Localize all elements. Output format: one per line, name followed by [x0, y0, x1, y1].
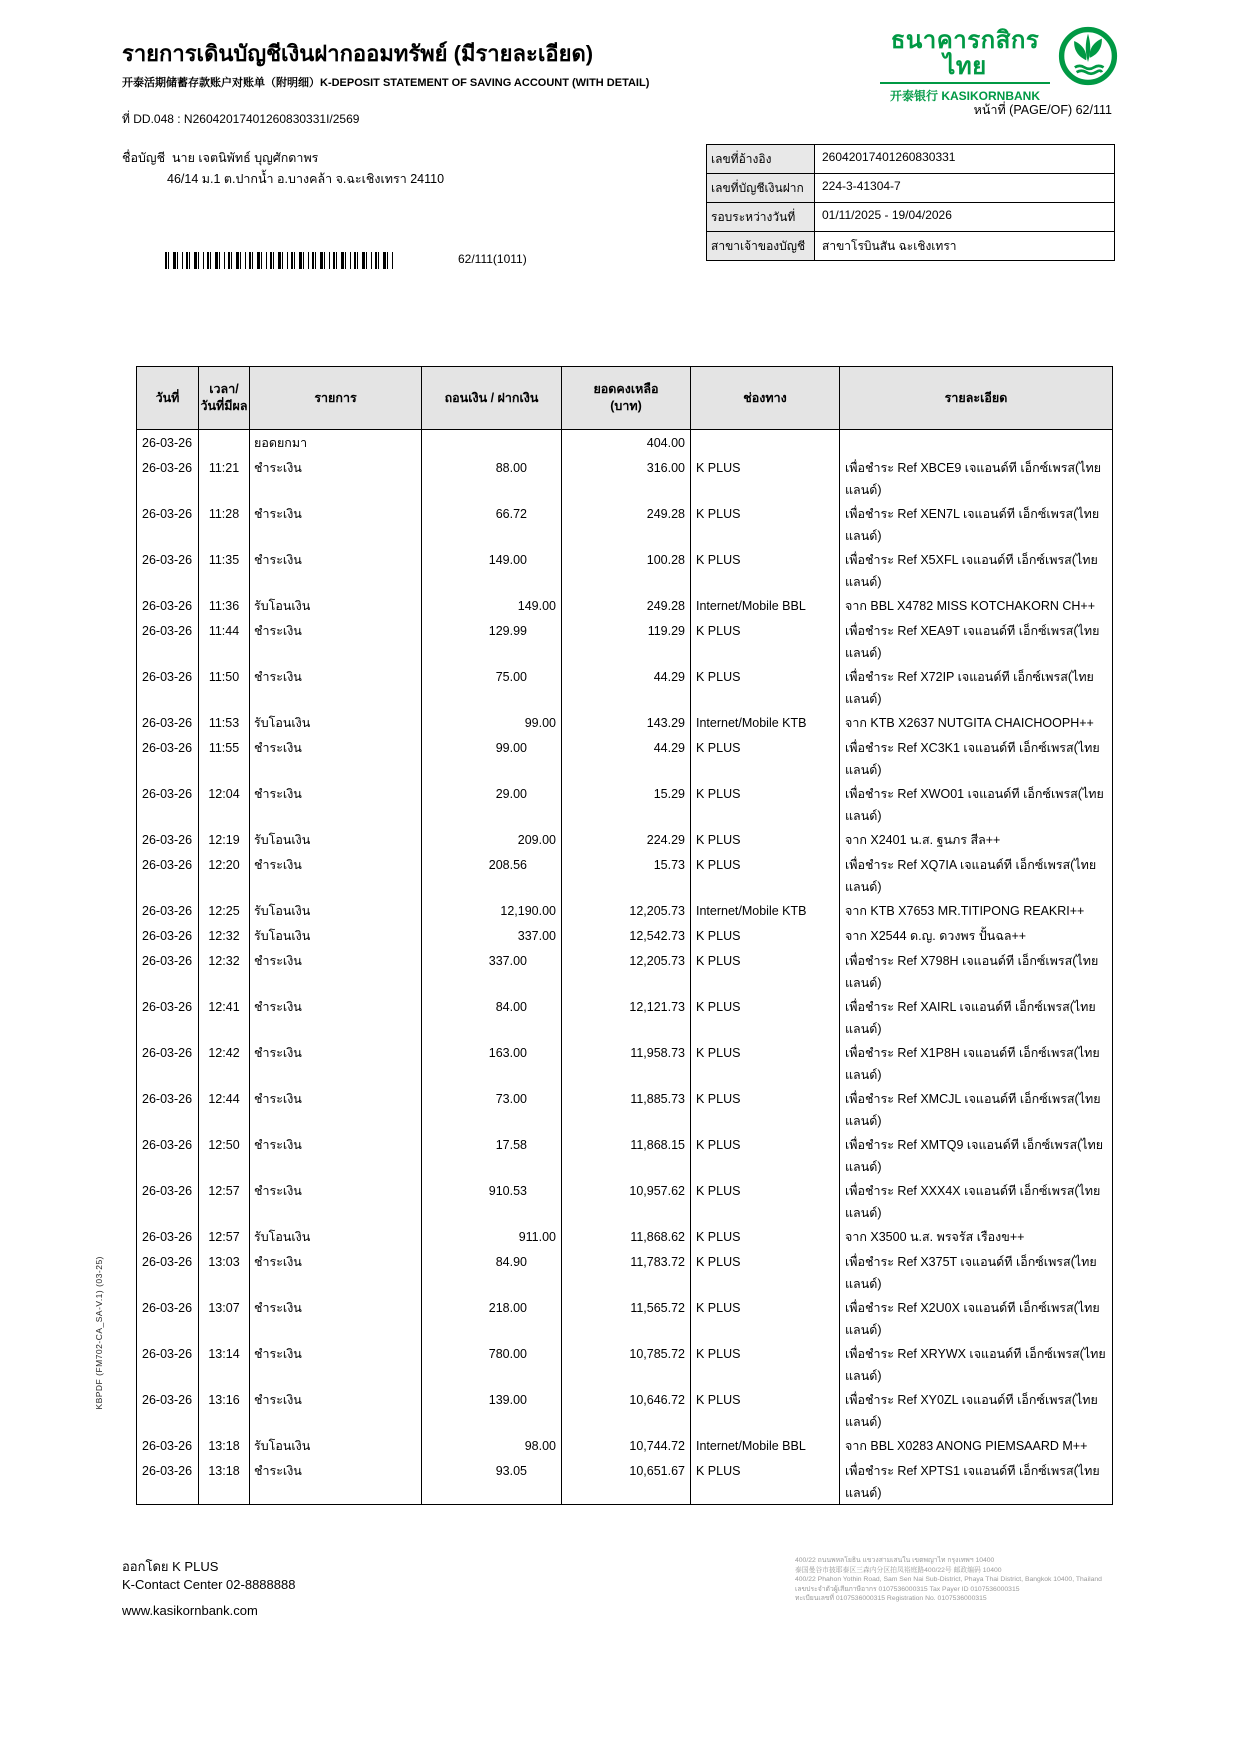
transaction-channel: K PLUS — [691, 1132, 840, 1178]
transaction-detail: เพื่อชำระ Ref X2U0X เจแอนด์ที เอ็กซ์เพรส(ไทยแลนด์) — [845, 1301, 1100, 1337]
transaction-time: 12:44 — [199, 1086, 250, 1132]
transaction-row — [137, 710, 1112, 735]
transaction-row — [137, 1040, 1112, 1086]
transaction-row — [137, 1295, 1112, 1341]
transaction-amount: 218.00 — [422, 1295, 562, 1341]
column-header — [562, 367, 691, 429]
transaction-balance: 12,205.73 — [562, 898, 691, 923]
transaction-detail: เพื่อชำระ Ref XY0ZL เจแอนด์ที เอ็กซ์เพรส(ไทยแลนด์) — [845, 1393, 1098, 1429]
transaction-amount: 99.00 — [422, 735, 562, 781]
transaction-amount: 911.00 — [422, 1224, 562, 1249]
bank-logo-icon — [1058, 26, 1118, 86]
transaction-time: 12:20 — [199, 852, 250, 898]
transaction-time: 12:57 — [199, 1224, 250, 1249]
transaction-channel: K PLUS — [691, 923, 840, 948]
transaction-detail: เพื่อชำระ Ref XWO01 เจแอนด์ที เอ็กซ์เพรส(ไทยแลนด์) — [845, 787, 1104, 823]
transaction-row — [137, 1458, 1112, 1504]
transaction-channel: K PLUS — [691, 852, 840, 898]
transactions-body — [136, 430, 1113, 1505]
column-header-line: ยอดคงเหลือ — [593, 382, 659, 396]
transaction-row — [137, 593, 1112, 618]
transaction-balance: 10,651.67 — [562, 1458, 691, 1504]
transaction-time: 12:57 — [199, 1178, 250, 1224]
account-info-value: สาขาโรบินสัน ฉะเชิงเทรา — [822, 239, 957, 253]
transaction-amount: 337.00 — [422, 948, 562, 994]
transaction-channel: K PLUS — [691, 455, 840, 501]
transaction-amount: 163.00 — [422, 1040, 562, 1086]
transaction-channel — [691, 430, 840, 455]
transaction-amount: 139.00 — [422, 1387, 562, 1433]
transaction-amount: 98.00 — [422, 1433, 562, 1458]
column-header-line: วันที่ — [155, 390, 180, 405]
account-info-label: สาขาเจ้าของบัญชี — [707, 232, 815, 260]
transaction-balance: 44.29 — [562, 735, 691, 781]
transaction-detail: จาก X2401 น.ส. ฐนภร สีล++ — [845, 833, 1001, 847]
transaction-type: รับโอนเงิน — [250, 1224, 422, 1249]
transaction-date: 26-03-26 — [137, 501, 199, 547]
transaction-type: ยอดยกมา — [250, 430, 422, 455]
page-title: รายการเดินบัญชีเงินฝากออมทรัพย์ (มีรายละเอียด) — [122, 41, 594, 66]
bank-address-line: 泰国曼谷市披耶泰区三森内分区拍凤裕庭路400/22号 邮政编码 10400 — [795, 1566, 1002, 1574]
transaction-type: รับโอนเงิน — [250, 593, 422, 618]
transaction-balance: 224.29 — [562, 827, 691, 852]
transaction-amount: 910.53 — [422, 1178, 562, 1224]
transaction-channel: Internet/Mobile BBL — [691, 593, 840, 618]
barcode-label: 62/111(1011) — [458, 252, 527, 266]
transaction-row — [137, 1433, 1112, 1458]
transaction-balance: 404.00 — [562, 430, 691, 455]
transaction-channel: K PLUS — [691, 1178, 840, 1224]
transaction-channel: K PLUS — [691, 1458, 840, 1504]
transaction-time: 12:42 — [199, 1040, 250, 1086]
transaction-row — [137, 547, 1112, 593]
transaction-detail: เพื่อชำระ Ref X375T เจแอนด์ที เอ็กซ์เพรส(ไทยแลนด์) — [845, 1255, 1097, 1291]
transaction-channel: K PLUS — [691, 1249, 840, 1295]
transaction-row — [137, 898, 1112, 923]
transaction-row — [137, 1178, 1112, 1224]
transaction-detail: จาก X3500 น.ส. พรจรัส เรืองข++ — [845, 1230, 1025, 1244]
bank-name-thai: ธนาคารกสิกรไทย — [890, 27, 1040, 80]
transaction-type: ชำระเงิน — [250, 1086, 422, 1132]
transaction-detail: จาก KTB X7653 MR.TITIPONG REAKRI++ — [845, 904, 1085, 918]
transaction-amount: 29.00 — [422, 781, 562, 827]
transaction-date: 26-03-26 — [137, 1249, 199, 1295]
transaction-detail: จาก BBL X4782 MISS KOTCHAKORN CH++ — [845, 599, 1095, 613]
contact-center-label: K-Contact Center 02-8888888 — [122, 1577, 296, 1592]
account-holder-name: นาย เจตนิพัทธ์ บุญศักดาพร — [172, 151, 319, 165]
transaction-date: 26-03-26 — [137, 618, 199, 664]
transaction-channel: K PLUS — [691, 547, 840, 593]
transaction-date: 26-03-26 — [137, 710, 199, 735]
transaction-channel: K PLUS — [691, 735, 840, 781]
transaction-balance: 249.28 — [562, 501, 691, 547]
column-header-line: (บาท) — [610, 399, 642, 413]
transaction-type: ชำระเงิน — [250, 1178, 422, 1224]
transaction-time — [199, 430, 250, 455]
transaction-date: 26-03-26 — [137, 1341, 199, 1387]
transaction-time: 13:14 — [199, 1341, 250, 1387]
account-info-label: รอบระหว่างวันที่ — [707, 203, 815, 231]
transaction-row — [137, 1249, 1112, 1295]
page-subtitle: 开泰活期储蓄存款账户对账单（附明细）K-DEPOSIT STATEMENT OF SAVING ACCOUNT (WITH DETAIL) — [122, 77, 650, 89]
transaction-balance: 119.29 — [562, 618, 691, 664]
transaction-detail: เพื่อชำระ Ref XQ7IA เจแอนด์ที เอ็กซ์เพรส(ไทยแลนด์) — [845, 858, 1097, 894]
account-name-label: ชื่อบัญชี — [122, 151, 166, 165]
account-info-row — [707, 232, 1114, 260]
form-code-vertical: KBPDF (FM702-CA_SA-V.1) (03-25) — [94, 1256, 104, 1410]
issued-by-label: ออกโดย K PLUS — [122, 1559, 219, 1574]
column-header-line: รายการ — [314, 390, 357, 405]
bank-logo-text — [880, 28, 1050, 104]
transaction-time: 12:32 — [199, 948, 250, 994]
transaction-type: ชำระเงิน — [250, 1341, 422, 1387]
column-header — [137, 367, 199, 429]
transaction-channel: K PLUS — [691, 827, 840, 852]
transaction-balance: 11,868.62 — [562, 1224, 691, 1249]
transaction-detail: เพื่อชำระ Ref XEA9T เจแอนด์ที เอ็กซ์เพรส(ไทยแลนด์) — [845, 624, 1100, 660]
transaction-type: ชำระเงิน — [250, 1249, 422, 1295]
transaction-amount — [422, 430, 562, 455]
account-info-row — [707, 203, 1114, 232]
transaction-channel: K PLUS — [691, 618, 840, 664]
transaction-type: ชำระเงิน — [250, 1040, 422, 1086]
transaction-channel: K PLUS — [691, 1224, 840, 1249]
column-header-line: รายละเอียด — [944, 390, 1008, 405]
transaction-row — [137, 781, 1112, 827]
bank-address-block — [795, 1556, 1117, 1604]
transaction-type: รับโอนเงิน — [250, 827, 422, 852]
transaction-amount: 93.05 — [422, 1458, 562, 1504]
transaction-amount: 84.90 — [422, 1249, 562, 1295]
transaction-time: 11:50 — [199, 664, 250, 710]
transaction-time: 11:53 — [199, 710, 250, 735]
transaction-amount: 149.00 — [422, 547, 562, 593]
column-header-line: ช่องทาง — [743, 390, 787, 405]
transaction-channel: Internet/Mobile BBL — [691, 1433, 840, 1458]
transaction-date: 26-03-26 — [137, 455, 199, 501]
column-header — [840, 367, 1112, 429]
transaction-time: 13:07 — [199, 1295, 250, 1341]
account-info-value: 224-3-41304-7 — [822, 179, 901, 193]
transaction-date: 26-03-26 — [137, 430, 199, 455]
transaction-date: 26-03-26 — [137, 547, 199, 593]
account-info-value: 01/11/2025 - 19/04/2026 — [822, 208, 952, 222]
transaction-date: 26-03-26 — [137, 1458, 199, 1504]
footer-left — [122, 1558, 295, 1620]
transaction-type: รับโอนเงิน — [250, 923, 422, 948]
transaction-amount: 337.00 — [422, 923, 562, 948]
transaction-type: ชำระเงิน — [250, 455, 422, 501]
transaction-balance: 10,744.72 — [562, 1433, 691, 1458]
transaction-amount: 780.00 — [422, 1341, 562, 1387]
column-header — [691, 367, 840, 429]
transaction-channel: K PLUS — [691, 994, 840, 1040]
column-header-line: วันที่มีผล — [200, 399, 248, 413]
column-header — [199, 367, 250, 429]
transaction-date: 26-03-26 — [137, 923, 199, 948]
transaction-amount: 208.56 — [422, 852, 562, 898]
transaction-channel: K PLUS — [691, 501, 840, 547]
transaction-detail: จาก X2544 ด.ญ. ดวงพร ปั้นฉล++ — [845, 929, 1027, 943]
transaction-amount: 149.00 — [422, 593, 562, 618]
transaction-detail: เพื่อชำระ Ref XMTQ9 เจแอนด์ที เอ็กซ์เพรส(ไทยแลนด์) — [845, 1138, 1104, 1174]
bank-address-line: ทะเบียนเลขที่ 0107536000315 Registration No. 0107536000315 — [795, 1595, 987, 1603]
transaction-amount: 73.00 — [422, 1086, 562, 1132]
transaction-detail: เพื่อชำระ Ref XEN7L เจแอนด์ที เอ็กซ์เพรส(ไทยแลนด์) — [845, 507, 1100, 543]
transaction-date: 26-03-26 — [137, 1178, 199, 1224]
account-info-label: เลขที่อ้างอิง — [707, 145, 815, 173]
transaction-balance: 11,565.72 — [562, 1295, 691, 1341]
transaction-channel: Internet/Mobile KTB — [691, 898, 840, 923]
transaction-type: ชำระเงิน — [250, 501, 422, 547]
transaction-detail: จาก BBL X0283 ANONG PIEMSAARD M++ — [845, 1439, 1088, 1453]
transaction-time: 13:16 — [199, 1387, 250, 1433]
transaction-amount: 84.00 — [422, 994, 562, 1040]
transaction-balance: 15.73 — [562, 852, 691, 898]
transactions-table — [136, 366, 1113, 1505]
transaction-balance: 11,783.72 — [562, 1249, 691, 1295]
transaction-detail: เพื่อชำระ Ref X5XFL เจแอนด์ที เอ็กซ์เพรส(ไทยแลนด์) — [845, 553, 1098, 589]
bank-website: www.kasikornbank.com — [122, 1603, 258, 1618]
transaction-type: รับโอนเงิน — [250, 1433, 422, 1458]
transaction-type: ชำระเงิน — [250, 852, 422, 898]
transaction-balance: 12,121.73 — [562, 994, 691, 1040]
column-header — [250, 367, 422, 429]
bank-address-line: 400/22 Phahon Yothin Road, Sam Sen Nai Sub-District, Phaya Thai District, Bangkok 10400, Thailand — [795, 1576, 1102, 1584]
transaction-type: ชำระเงิน — [250, 618, 422, 664]
transaction-channel: K PLUS — [691, 1040, 840, 1086]
account-info-label: เลขที่บัญชีเงินฝาก — [707, 174, 815, 202]
account-holder-address: 46/14 ม.1 ต.ปากน้ำ อ.บางคล้า จ.ฉะเชิงเทรา 24110 — [167, 172, 445, 186]
account-info-value: 26042017401260830331 — [822, 150, 956, 164]
bank-name-intl: 开泰银行 KASIKORNBANK — [889, 89, 1040, 103]
transaction-time: 13:18 — [199, 1458, 250, 1504]
transaction-time: 11:21 — [199, 455, 250, 501]
transaction-time: 12:19 — [199, 827, 250, 852]
transaction-row — [137, 1387, 1112, 1433]
transaction-balance: 15.29 — [562, 781, 691, 827]
transaction-date: 26-03-26 — [137, 735, 199, 781]
transactions-header-row — [136, 366, 1113, 430]
transaction-row — [137, 430, 1112, 455]
logo-divider — [880, 82, 1050, 84]
transaction-time: 11:55 — [199, 735, 250, 781]
transaction-detail: เพื่อชำระ Ref XBCE9 เจแอนด์ที เอ็กซ์เพรส(ไทยแลนด์) — [845, 461, 1102, 497]
transaction-amount: 12,190.00 — [422, 898, 562, 923]
transaction-channel: K PLUS — [691, 1086, 840, 1132]
transaction-time: 13:03 — [199, 1249, 250, 1295]
transaction-date: 26-03-26 — [137, 1387, 199, 1433]
barcode — [165, 252, 393, 269]
transaction-detail: เพื่อชำระ Ref X72IP เจแอนด์ที เอ็กซ์เพรส(ไทยแลนด์) — [845, 670, 1094, 706]
transaction-row — [137, 1086, 1112, 1132]
transaction-date: 26-03-26 — [137, 781, 199, 827]
transaction-date: 26-03-26 — [137, 1295, 199, 1341]
transaction-type: ชำระเงิน — [250, 994, 422, 1040]
transaction-date: 26-03-26 — [137, 664, 199, 710]
transaction-amount: 66.72 — [422, 501, 562, 547]
transaction-time: 12:25 — [199, 898, 250, 923]
transaction-type: ชำระเงิน — [250, 1132, 422, 1178]
transaction-row — [137, 994, 1112, 1040]
transaction-balance: 11,868.15 — [562, 1132, 691, 1178]
transaction-date: 26-03-26 — [137, 1224, 199, 1249]
transaction-date: 26-03-26 — [137, 827, 199, 852]
transaction-date: 26-03-26 — [137, 1086, 199, 1132]
transaction-time: 12:50 — [199, 1132, 250, 1178]
transaction-row — [137, 501, 1112, 547]
transaction-detail: จาก KTB X2637 NUTGITA CHAICHOOPH++ — [845, 716, 1094, 730]
transaction-time: 11:35 — [199, 547, 250, 593]
transaction-time: 11:44 — [199, 618, 250, 664]
transaction-detail — [840, 430, 1112, 455]
transaction-time: 12:32 — [199, 923, 250, 948]
transaction-row — [137, 923, 1112, 948]
transaction-amount: 99.00 — [422, 710, 562, 735]
transaction-detail: เพื่อชำระ Ref XC3K1 เจแอนด์ที เอ็กซ์เพรส(ไทยแลนด์) — [845, 741, 1100, 777]
transaction-type: ชำระเงิน — [250, 948, 422, 994]
transaction-row — [137, 664, 1112, 710]
account-info-row — [707, 145, 1114, 174]
transaction-balance: 100.28 — [562, 547, 691, 593]
transaction-balance: 10,785.72 — [562, 1341, 691, 1387]
transaction-date: 26-03-26 — [137, 1132, 199, 1178]
transaction-row — [137, 618, 1112, 664]
transaction-balance: 10,957.62 — [562, 1178, 691, 1224]
page-number-label: หน้าที่ (PAGE/OF) 62/111 — [973, 103, 1112, 117]
transaction-amount: 88.00 — [422, 455, 562, 501]
transaction-row — [137, 735, 1112, 781]
transaction-time: 12:04 — [199, 781, 250, 827]
column-header-line: เวลา/ — [209, 382, 239, 396]
transaction-detail: เพื่อชำระ Ref XMCJL เจแอนด์ที เอ็กซ์เพรส(ไทยแลนด์) — [845, 1092, 1101, 1128]
bank-address-line: เลขประจำตัวผู้เสียภาษีอากร 0107536000315 Tax Payer ID 0107536000315 — [795, 1585, 1020, 1593]
account-holder-block — [122, 148, 444, 190]
transaction-date: 26-03-26 — [137, 852, 199, 898]
transaction-type: ชำระเงิน — [250, 547, 422, 593]
transaction-time: 11:28 — [199, 501, 250, 547]
transaction-row — [137, 827, 1112, 852]
bank-address-line: 400/22 ถนนพหลโยธิน แขวงสามเสนใน เขตพญาไท กรุงเทพฯ 10400 — [795, 1557, 995, 1564]
transaction-time: 13:18 — [199, 1433, 250, 1458]
transaction-channel: K PLUS — [691, 1387, 840, 1433]
transaction-type: ชำระเงิน — [250, 1387, 422, 1433]
transaction-type: รับโอนเงิน — [250, 898, 422, 923]
transaction-amount: 75.00 — [422, 664, 562, 710]
transaction-detail: เพื่อชำระ Ref XRYWX เจแอนด์ที เอ็กซ์เพรส(ไทยแลนด์) — [845, 1347, 1106, 1383]
transaction-channel: K PLUS — [691, 781, 840, 827]
transaction-detail: เพื่อชำระ Ref X1P8H เจแอนด์ที เอ็กซ์เพรส(ไทยแลนด์) — [845, 1046, 1100, 1082]
transaction-date: 26-03-26 — [137, 1433, 199, 1458]
transaction-date: 26-03-26 — [137, 1040, 199, 1086]
transaction-row — [137, 455, 1112, 501]
account-info-table — [706, 144, 1115, 261]
transaction-balance: 12,205.73 — [562, 948, 691, 994]
transaction-balance: 143.29 — [562, 710, 691, 735]
transaction-detail: เพื่อชำระ Ref X798H เจแอนด์ที เอ็กซ์เพรส(ไทยแลนด์) — [845, 954, 1099, 990]
transaction-balance: 44.29 — [562, 664, 691, 710]
account-info-row — [707, 174, 1114, 203]
transaction-balance: 12,542.73 — [562, 923, 691, 948]
document-number: ที่ DD.048 : N26042017401260830331I/2569 — [122, 112, 360, 126]
transaction-row — [137, 1132, 1112, 1178]
transaction-balance: 10,646.72 — [562, 1387, 691, 1433]
transaction-type: ชำระเงิน — [250, 1295, 422, 1341]
transaction-channel: K PLUS — [691, 948, 840, 994]
transaction-type: ชำระเงิน — [250, 735, 422, 781]
transaction-row — [137, 948, 1112, 994]
transaction-type: ชำระเงิน — [250, 664, 422, 710]
transaction-balance: 11,885.73 — [562, 1086, 691, 1132]
transaction-detail: เพื่อชำระ Ref XPTS1 เจแอนด์ที เอ็กซ์เพรส(ไทยแลนด์) — [845, 1464, 1100, 1500]
transaction-type: ชำระเงิน — [250, 1458, 422, 1504]
column-header-line: ถอนเงิน / ฝากเงิน — [444, 390, 539, 405]
transaction-time: 12:41 — [199, 994, 250, 1040]
transaction-time: 11:36 — [199, 593, 250, 618]
transaction-row — [137, 1224, 1112, 1249]
transaction-type: รับโอนเงิน — [250, 710, 422, 735]
transaction-amount: 209.00 — [422, 827, 562, 852]
transaction-detail: เพื่อชำระ Ref XAIRL เจแอนด์ที เอ็กซ์เพรส(ไทยแลนด์) — [845, 1000, 1096, 1036]
transaction-date: 26-03-26 — [137, 593, 199, 618]
transaction-date: 26-03-26 — [137, 948, 199, 994]
transaction-amount: 129.99 — [422, 618, 562, 664]
transaction-balance: 316.00 — [562, 455, 691, 501]
transaction-date: 26-03-26 — [137, 994, 199, 1040]
transaction-balance: 249.28 — [562, 593, 691, 618]
column-header — [422, 367, 562, 429]
transaction-channel: Internet/Mobile KTB — [691, 710, 840, 735]
transaction-date: 26-03-26 — [137, 898, 199, 923]
transaction-row — [137, 1341, 1112, 1387]
transaction-channel: K PLUS — [691, 1341, 840, 1387]
transaction-row — [137, 852, 1112, 898]
transaction-amount: 17.58 — [422, 1132, 562, 1178]
transaction-type: ชำระเงิน — [250, 781, 422, 827]
transaction-channel: K PLUS — [691, 664, 840, 710]
transaction-balance: 11,958.73 — [562, 1040, 691, 1086]
transaction-channel: K PLUS — [691, 1295, 840, 1341]
transaction-detail: เพื่อชำระ Ref XXX4X เจแอนด์ที เอ็กซ์เพรส(ไทยแลนด์) — [845, 1184, 1101, 1220]
